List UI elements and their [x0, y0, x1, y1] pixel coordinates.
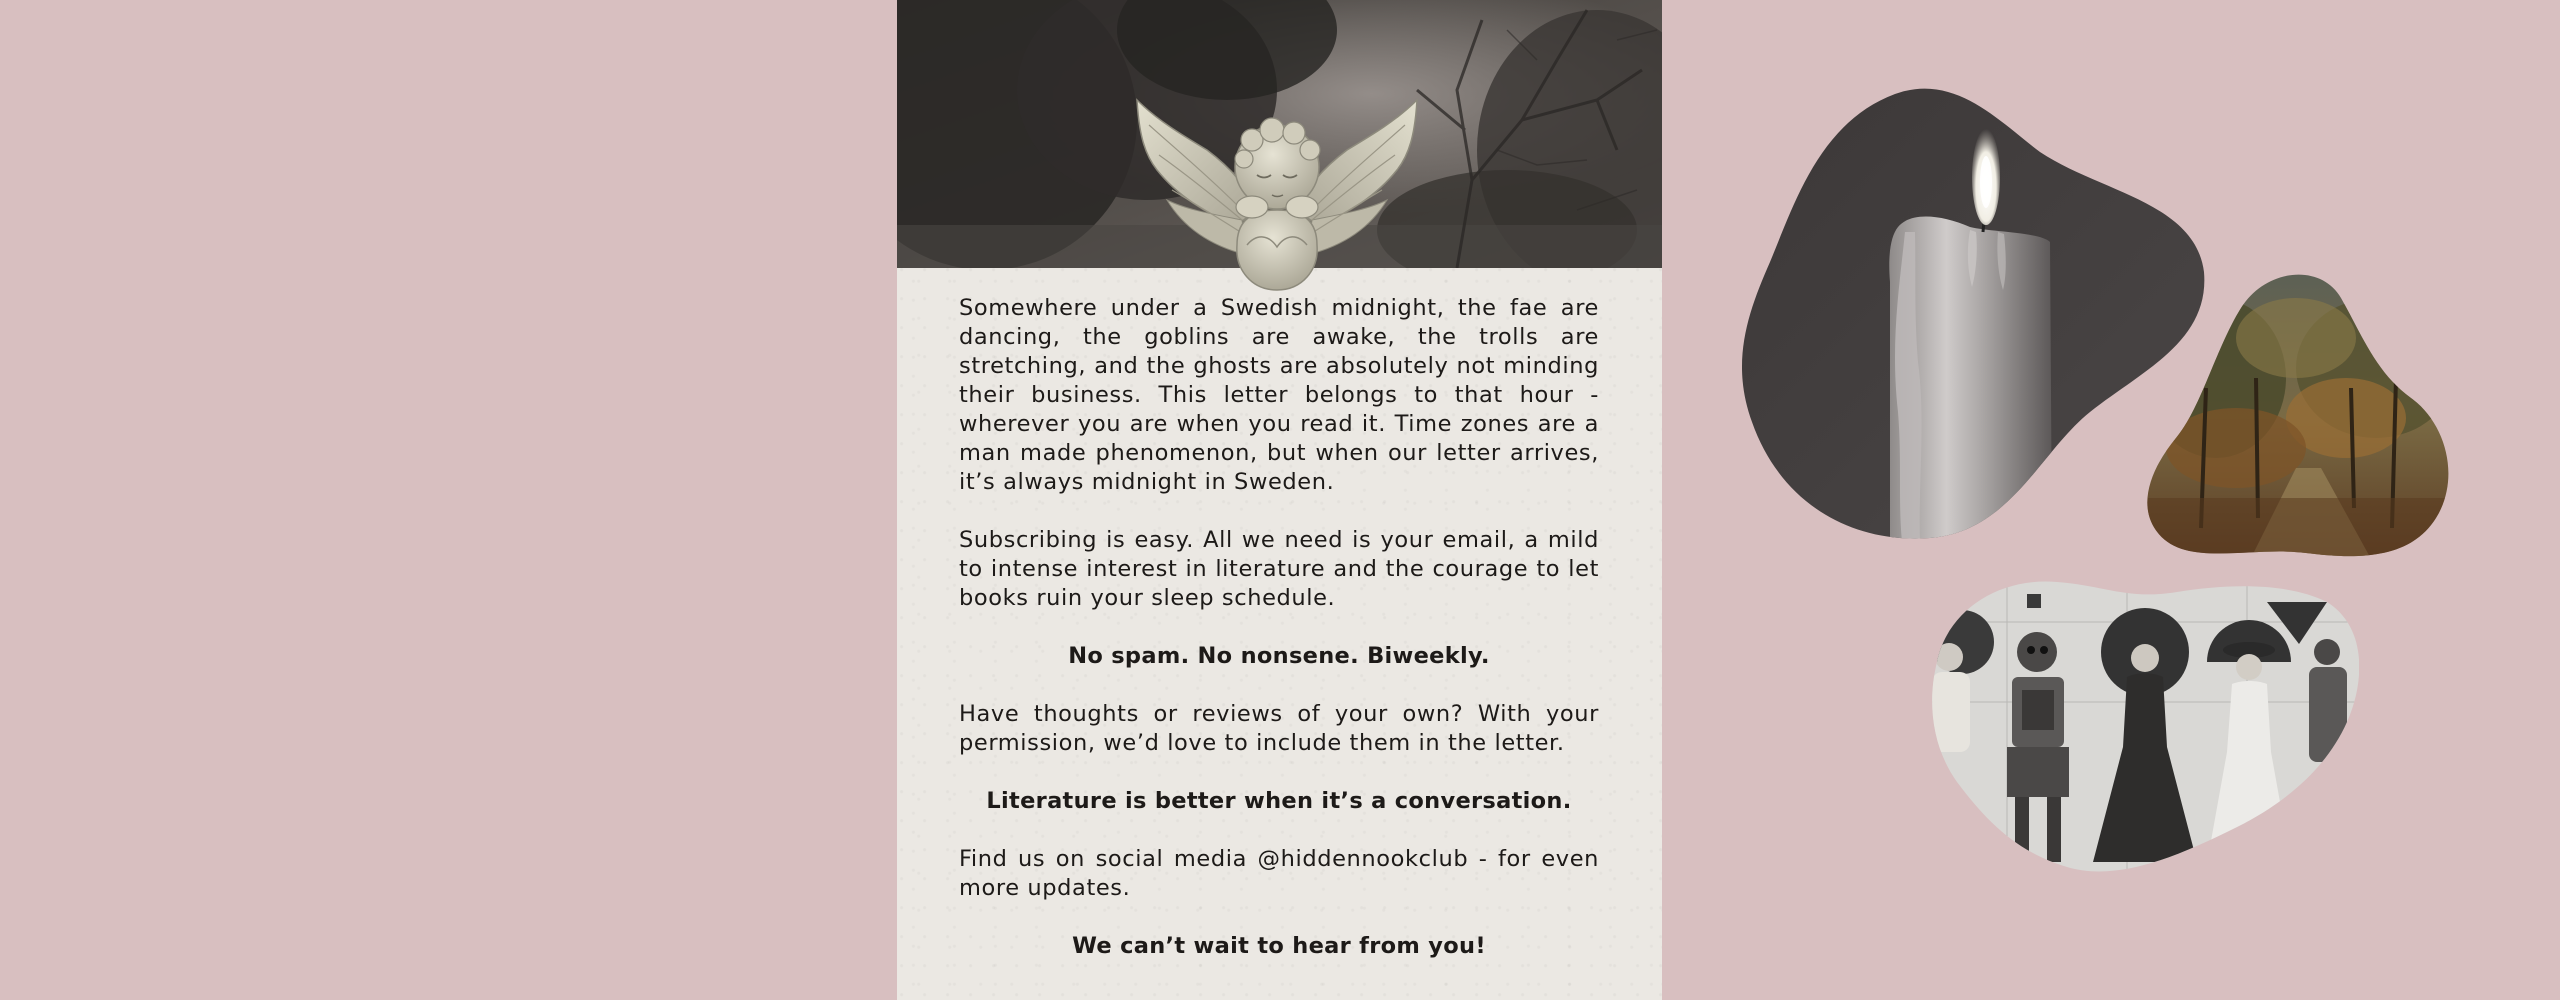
- no-spam-tagline: No spam. No nonsene. Biweekly.: [1068, 643, 1490, 669]
- cherub-statue-ornament: [1087, 95, 1467, 295]
- closing-tagline: We can’t wait to hear from you!: [1072, 933, 1486, 959]
- social-media-paragraph: Find us on social media @hiddennookclub - for even more updates.: [959, 846, 1599, 901]
- subscribe-paragraph: Subscribing is easy. All we need is your email, a mild to intense interest in literature and the courage to let books ruin your sleep schedule.: [959, 527, 1599, 611]
- conversation-tagline: Literature is better when it’s a conversation.: [986, 788, 1572, 814]
- letter-panel: [897, 0, 1662, 1000]
- vintage-figures-blob-image: [1927, 572, 2359, 876]
- reviews-paragraph: Have thoughts or reviews of your own? With your permission, we’d love to include them in the letter.: [959, 701, 1599, 756]
- intro-paragraph: Somewhere under a Swedish midnight, the fae are dancing, the goblins are awake, the trolls are stretching, and the ghosts are absolutely not minding their business. This letter belongs to that hour - wherever you are when you read it. Time zones are a man made phenomenon, but when our letter arrives, it’s always midnight in Sweden.: [959, 295, 1599, 495]
- forest-blob-image: [2146, 268, 2456, 568]
- candle-blob-image: [1740, 82, 2206, 542]
- letter-body: [959, 294, 1599, 990]
